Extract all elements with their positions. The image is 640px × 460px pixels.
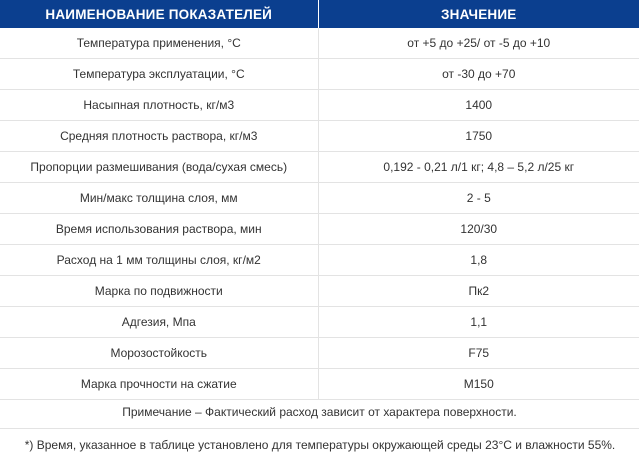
table-row <box>0 59 639 90</box>
parameter-cell: Марка по подвижности <box>0 276 318 307</box>
value-cell: F75 <box>318 338 639 369</box>
table-row <box>0 183 639 214</box>
table-row <box>0 28 639 59</box>
table-row <box>0 369 639 400</box>
parameter-cell: Насыпная плотность, кг/м3 <box>0 90 318 121</box>
table-row <box>0 214 639 245</box>
value-cell: 1,1 <box>318 307 639 338</box>
value-cell: от +5 до +25/ от -5 до +10 <box>318 28 639 59</box>
parameter-cell: Температура применения, °С <box>0 28 318 59</box>
table-row <box>0 338 639 369</box>
parameter-cell: Адгезия, Мпа <box>0 307 318 338</box>
table-row <box>0 245 639 276</box>
header-value: ЗНАЧЕНИЕ <box>318 0 639 28</box>
parameter-cell: Пропорции размешивания (вода/сухая смесь) <box>0 152 318 183</box>
table-row <box>0 121 639 152</box>
table-note: Примечание – Фактический расход зависит от характера поверхности. <box>0 396 639 429</box>
value-cell: 1400 <box>318 90 639 121</box>
table-row <box>0 276 639 307</box>
value-cell: М150 <box>318 369 639 400</box>
value-cell: 0,192 - 0,21 л/1 кг; 4,8 – 5,2 л/25 кг <box>318 152 639 183</box>
header-parameter: НАИМЕНОВАНИЕ ПОКАЗАТЕЛЕЙ <box>0 0 318 28</box>
value-cell: 2 - 5 <box>318 183 639 214</box>
parameter-cell: Расход на 1 мм толщины слоя, кг/м2 <box>0 245 318 276</box>
value-cell: 1750 <box>318 121 639 152</box>
parameter-cell: Время использования раствора, мин <box>0 214 318 245</box>
table-row <box>0 90 639 121</box>
value-cell: Пк2 <box>318 276 639 307</box>
parameter-cell: Температура эксплуатации, °С <box>0 59 318 90</box>
table-row <box>0 152 639 183</box>
value-cell: от -30 до +70 <box>318 59 639 90</box>
table-footnote: *) Время, указанное в таблице установлено для температуры окружающей среды 23°С и влажности 55%. <box>24 437 616 452</box>
parameter-cell: Марка прочности на сжатие <box>0 369 318 400</box>
value-cell: 120/30 <box>318 214 639 245</box>
parameter-cell: Средняя плотность раствора, кг/м3 <box>0 121 318 152</box>
table-row <box>0 307 639 338</box>
parameter-cell: Мин/макс толщина слоя, мм <box>0 183 318 214</box>
value-cell: 1,8 <box>318 245 639 276</box>
parameter-cell: Морозостойкость <box>0 338 318 369</box>
table-header-row <box>0 0 639 28</box>
